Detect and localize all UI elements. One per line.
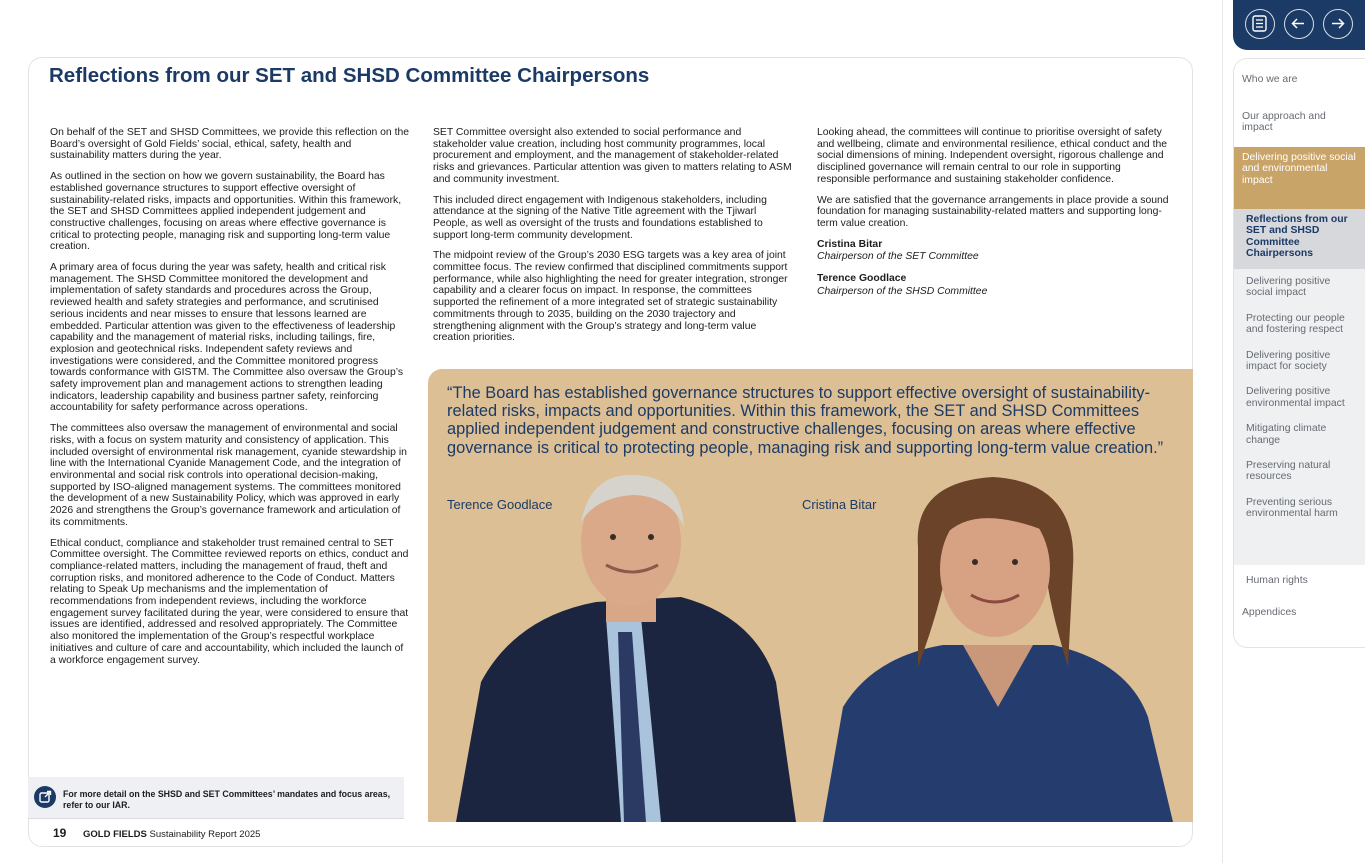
- nav-item-reflections[interactable]: Reflections from our SET and SHSD Committee Chairpersons: [1234, 209, 1365, 269]
- arrow-left-icon[interactable]: [1284, 9, 1314, 39]
- external-link-icon[interactable]: [34, 786, 56, 808]
- nav-item-our-approach[interactable]: Our approach and impact: [1242, 111, 1326, 134]
- paragraph: The midpoint review of the Group’s 2030 ESG targets was a key area of joint committee focus. The review confirmed that disciplined commitments support performance, while also highlighting the need for greater integration, stronger capability and a clearer focus on impact. In response, the committees supported the refinement of a more integrated set of strategic sustainability commitments through to 2035, building on the 2030 trajectory and strengthening alignment with the Group’s strategy and long-term value creation priorities.: [433, 250, 788, 344]
- paragraph: This included direct engagement with Indigenous stakeholders, including attendance at the signing of the Native Title agreement with the Tjiwarl People, as well as oversight of the trusts and foundations established to support long-term community development.: [433, 194, 767, 241]
- nav-item-human-rights[interactable]: Human rights: [1246, 575, 1308, 586]
- signatory-name: Terence Goodlace: [817, 273, 907, 285]
- paragraph: As outlined in the section on how we govern sustainability, the Board has established governance structures to support effective oversight of sustainability-related risks, impacts and opportunities. Within this framework, the SET and SHSD Committees applied independent judgement and constructive challenges, focusing on areas where effective governance is critical to protecting people, managing risk and supporting long-term value creation.: [50, 171, 402, 253]
- quote-panel: [428, 369, 1193, 822]
- contents-icon[interactable]: [1245, 9, 1275, 39]
- paragraph: Looking ahead, the committees will continue to prioritise oversight of safety and wellbeing, climate and environmental resilience, ethical conduct and the social dimensions of mining. Independent oversight, rigorous challenge and disciplined governance will remain central to our role in supporting responsible performance and sustaining stakeholder confidence.: [817, 127, 1168, 185]
- paragraph: The committees also oversaw the management of environmental and social risks, with a focus on system maturity and consistency of application. This included oversight of environmental risk management, cyanide stewardship in line with the International Cyanide Management Code, and the integration of environmental and social risk controls into operational decision-making, supported by ISO-aligned management systems. The committees monitored the development of a new Sustainability Policy, which was approved in early 2026 and strengthens the Group’s governance framework and articulation of its commitments.: [50, 423, 407, 528]
- signatory-name: Cristina Bitar: [817, 238, 883, 250]
- nav-toolbar: [1233, 0, 1365, 50]
- nav-item-impact-society[interactable]: Delivering positive impact for society: [1246, 349, 1331, 373]
- paragraph: SET Committee oversight also extended to social performance and stakeholder value creation, including host community programmes, local procurement and employment, and the management of stakeholder-related risks and grievances. Particular attention was given to matters relating to ASM and community investment.: [433, 127, 792, 185]
- paragraph: A primary area of focus during the year was safety, health and critical risk management. The SHSD Committee monitored the development and implementation of safety standards and procedures across the Group, reviewed health and safety strategies and performance, and scrutinised serious incidents and near misses to ensure that lessons learned are embedded. Particular attention was given to the effectiveness of leadership capability and the management of material risks, including tailings, fire, explosion and geotechnical risks. Independent safety reviews and investigations were considered, and the Committee monitored progress towards conformance with GISTM. The Committee also oversaw the Group’s safety improvement plan and management actions to strengthen leading indicators, leadership capability and business partner safety, reinforcing accountability for safety performance across operations.: [50, 262, 404, 414]
- nav-item-appendices[interactable]: Appendices: [1242, 607, 1297, 618]
- photo-terence-goodlace: [456, 467, 796, 822]
- info-note[interactable]: [28, 777, 404, 819]
- nav-item-natural-resources[interactable]: Preserving natural resources: [1246, 460, 1331, 483]
- arrow-right-icon[interactable]: [1323, 9, 1353, 39]
- pull-quote: “The Board has established governance structures to support effective oversight of sustainability-related risks, impacts and opportunities. Within this framework, the SET and SHSD Committees applied independent judgement and constructive challenges, focusing on areas where effective governance is critical to protecting people, managing risk and supporting long-term value creation.”: [447, 384, 1164, 457]
- section-nav: [1233, 58, 1365, 648]
- page-title: Reflections from our SET and SHSD Committee Chairpersons: [49, 64, 650, 87]
- quote-attribution-left: Terence Goodlace: [447, 497, 553, 512]
- nav-item-social-impact[interactable]: Delivering positive social impact: [1246, 276, 1331, 299]
- signatory-role: Chairperson of the SET Committee: [817, 251, 979, 263]
- text-column-1: [50, 127, 410, 675]
- paragraph: We are satisfied that the governance arrangements in place provide a sound foundation for managing sustainability-related matters and supporting long-term value creation.: [817, 194, 1169, 229]
- nav-subsection-list: [1234, 269, 1365, 565]
- nav-item-environmental-impact[interactable]: Delivering positive environmental impact: [1246, 386, 1345, 409]
- page-footer: [53, 826, 260, 840]
- photo-cristina-bitar: [823, 477, 1173, 822]
- nav-item-delivering-positive-impact[interactable]: Delivering positive social and environmental impact: [1234, 147, 1365, 209]
- footer-brand: GOLD FIELDS: [83, 829, 147, 840]
- text-column-3: [817, 127, 1169, 307]
- paragraph: On behalf of the SET and SHSD Committees, we provide this reflection on the Board’s oversight of Gold Fields’ social, ethical, safety, health and sustainability matters during the year.: [50, 127, 410, 162]
- info-note-text: For more detail on the SHSD and SET Committees’ mandates and focus areas, refer to our IAR.: [63, 789, 391, 810]
- text-column-2: [433, 127, 793, 353]
- footer-report: Sustainability Report 2025: [149, 829, 261, 840]
- paragraph: Ethical conduct, compliance and stakeholder trust remained central to SET Committee oversight. The Committee reviewed reports on ethics, conduct and compliance-related matters, including the management of fraud, theft and corruption risks, and monitored adherence to the Code of Conduct. Matters relating to Speak Up mechanisms and the implementation of recommendations from independent reviews, including the workforce engagement survey facilitated during the year, were considered to ensure that issues are identified, addressed and resolved appropriately. The Committee also monitored the implementation of the Group’s respectful workplace initiatives and culture of care and accountability, which included the launch of a workforce engagement survey.: [50, 537, 409, 666]
- signatory-role: Chairperson of the SHSD Committee: [817, 285, 988, 297]
- nav-item-who-we-are[interactable]: Who we are: [1242, 74, 1298, 85]
- nav-item-protecting-people[interactable]: Protecting our people and fostering respect: [1246, 312, 1345, 336]
- nav-item-climate-change[interactable]: Mitigating climate change: [1246, 423, 1327, 446]
- nav-item-environmental-harm[interactable]: Preventing serious environmental harm: [1246, 496, 1338, 520]
- quote-attribution-right: Cristina Bitar: [802, 497, 877, 512]
- page-number: 19: [53, 826, 67, 840]
